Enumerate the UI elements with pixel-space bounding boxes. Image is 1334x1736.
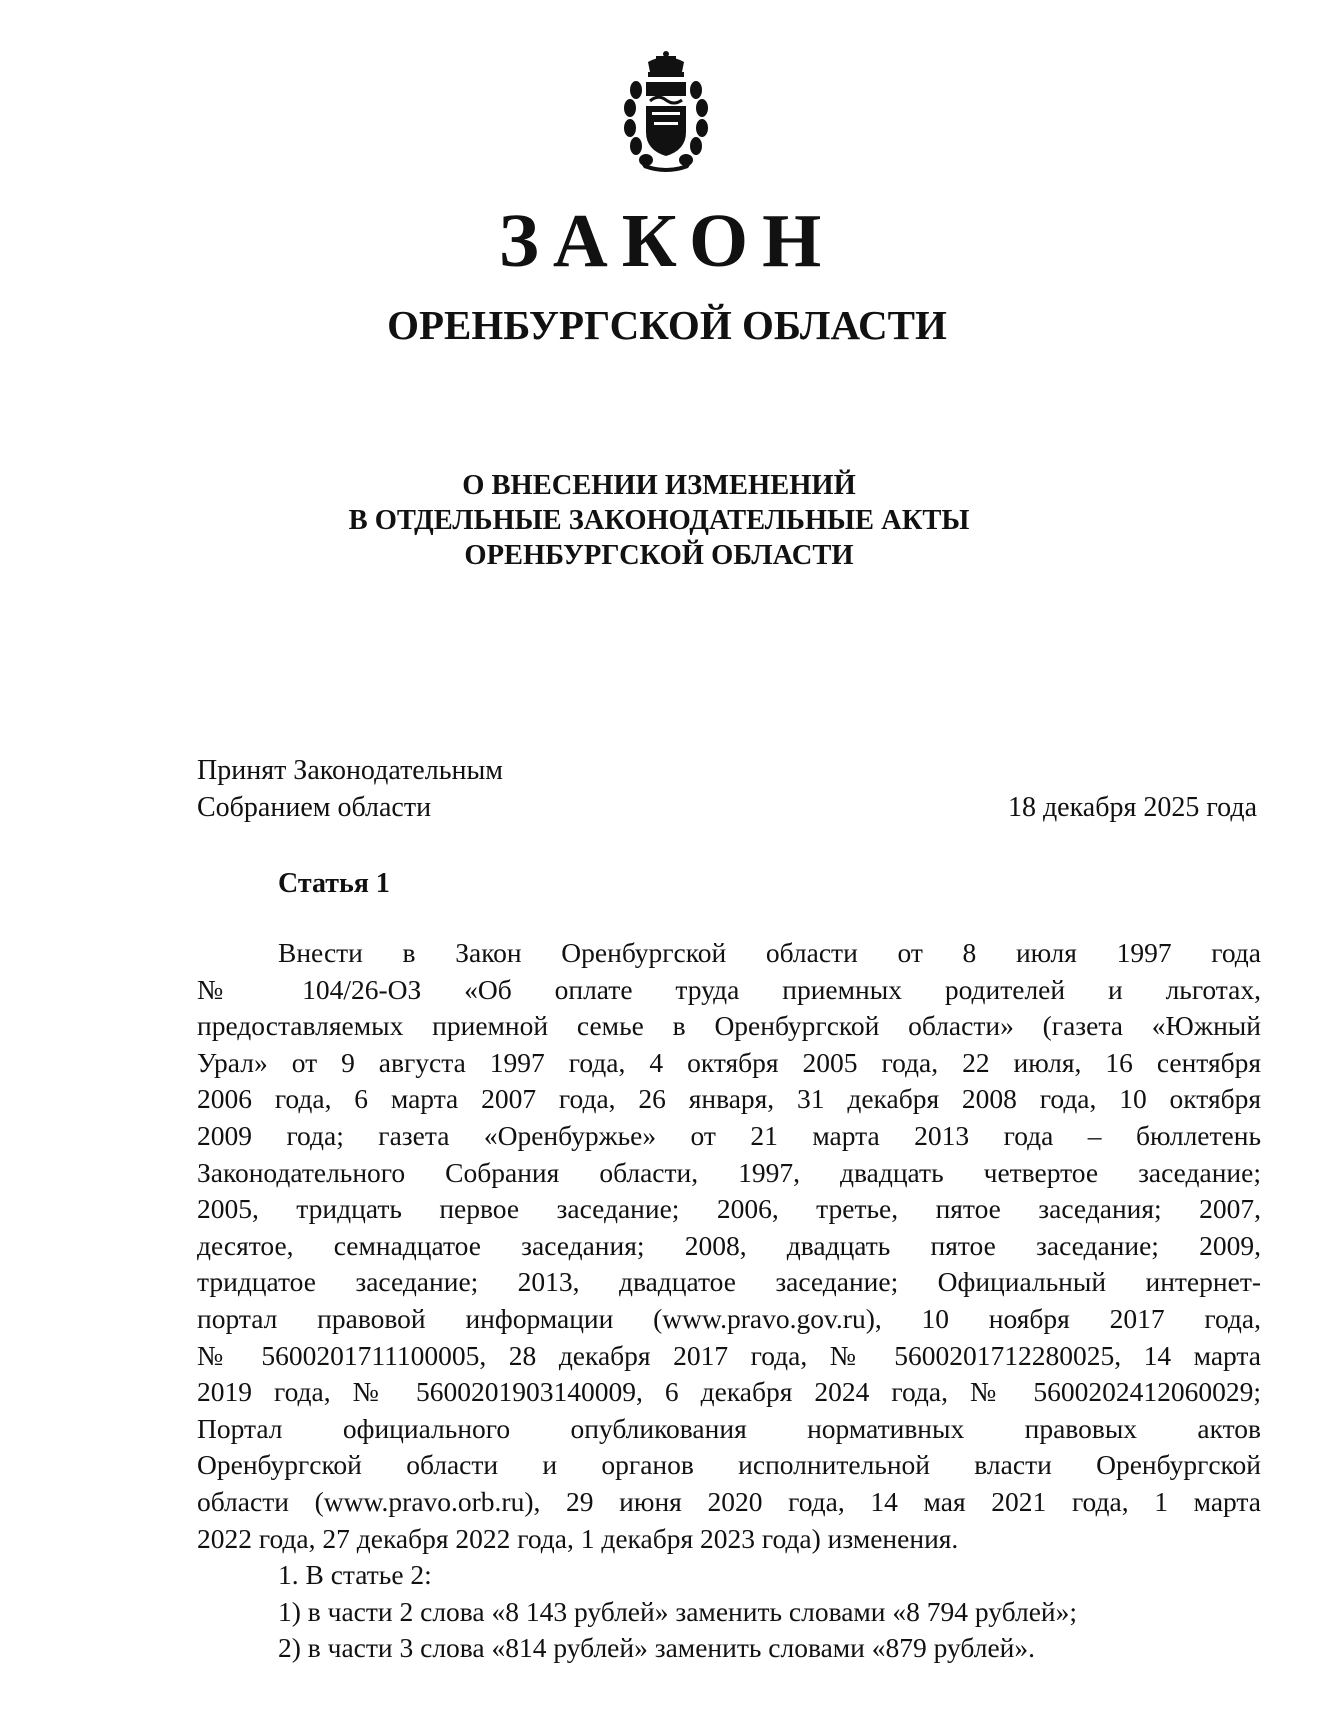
paragraph-line: области (www.pravo.orb.ru), 29 июня 2020 года, 14 мая 2021 года, 1 марта (197, 1485, 1261, 1517)
law-heading-line: В ОТДЕЛЬНЫЕ ЗАКОНОДАТЕЛЬНЫЕ АКТЫ (348, 505, 970, 536)
paragraph-line: 2005, тридцать первое заседание; 2006, третье, пятое заседания; 2007, (197, 1193, 1261, 1225)
article-body (197, 935, 1261, 1667)
adoption-line: Принят Законодательным (197, 755, 503, 786)
coat-of-arms-icon (618, 50, 714, 174)
article-item: 1. В статье 2: (278, 1559, 432, 1591)
adoption-block (197, 752, 1257, 826)
law-heading-line: О ВНЕСЕНИИ ИЗМЕНЕНИЙ (462, 470, 856, 501)
law-heading (0, 468, 1318, 573)
paragraph-line: портал правовой информации (www.pravo.gov.ru), 10 ноября 2017 года, (197, 1302, 1261, 1334)
paragraph-line: Законодательного Собрания области, 1997, двадцать четвертое заседание; (197, 1156, 1261, 1188)
document-subtitle: ОРЕНБУРГСКОЙ ОБЛАСТИ (387, 302, 947, 348)
document-title: ЗАКОН (498, 199, 836, 283)
paragraph-line: Оренбургской области и органов исполнительной власти Оренбургской (197, 1449, 1261, 1481)
article-item: 1) в части 2 слова «8 143 рублей» заменить словами «8 794 рублей»; (278, 1595, 1078, 1627)
paragraph-line: 2019 года, № 5600201903140009, 6 декабря 2024 года, № 5600202412060029; (197, 1376, 1261, 1408)
article-item: 2) в части 3 слова «814 рублей» заменить словами «879 рублей». (278, 1632, 1036, 1664)
law-heading-line: ОРЕНБУРГСКОЙ ОБЛАСТИ (464, 540, 854, 571)
paragraph-line: Урал» от 9 августа 1997 года, 4 октября 2005 года, 22 июля, 16 сентября (197, 1046, 1261, 1078)
paragraph-line: предоставляемых приемной семье в Оренбургской области» (газета «Южный (197, 1010, 1261, 1042)
paragraph-line: 2009 года; газета «Оренбуржье» от 21 марта 2013 года – бюллетень (197, 1119, 1261, 1151)
paragraph-line: 2006 года, 6 марта 2007 года, 26 января, 31 декабря 2008 года, 10 октября (197, 1083, 1261, 1115)
paragraph-line: тридцатое заседание; 2013, двадцатое заседание; Официальный интернет- (197, 1266, 1261, 1298)
paragraph-line: Внести в Закон Оренбургской области от 8 июля 1997 года (278, 937, 1261, 968)
adoption-body: Собранием области (197, 792, 432, 823)
article-title: Статья 1 (278, 868, 390, 899)
paragraph-line: Портал официального опубликования нормативных правовых актов (197, 1412, 1261, 1444)
paragraph-line: десятое, семнадцатое заседания; 2008, двадцать пятое заседание; 2009, (197, 1229, 1261, 1261)
paragraph-line: № 5600201711100005, 28 декабря 2017 года, № 5600201712280025, 14 марта (197, 1339, 1261, 1371)
paragraph-line: 2022 года, 27 декабря 2022 года, 1 декабря 2023 года) изменения. (197, 1522, 959, 1554)
adoption-date: 18 декабря 2025 года (1007, 792, 1257, 823)
adoption-line-with-date (197, 789, 1257, 826)
paragraph-line: № 104/26-ОЗ «Об оплате труда приемных родителей и льготах, (197, 973, 1261, 1005)
